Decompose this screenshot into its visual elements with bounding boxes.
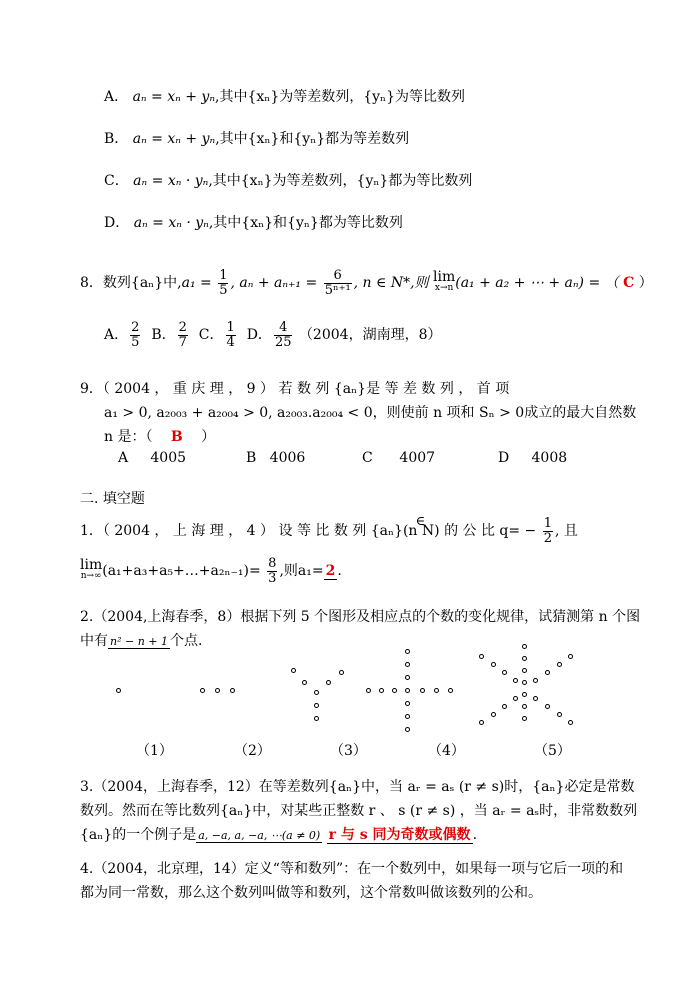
q9-choice-d: D 4008 bbox=[498, 450, 568, 466]
figure-2-dot bbox=[200, 688, 205, 693]
figure-5-dot bbox=[479, 720, 484, 725]
figure-label-2: （2） bbox=[234, 743, 271, 759]
figure-4-dot bbox=[405, 688, 410, 693]
figure-1-dot bbox=[116, 688, 121, 693]
q9-choice-a: A 4005 bbox=[118, 450, 187, 466]
figure-5-dot bbox=[513, 696, 518, 701]
figure-4-dot bbox=[420, 688, 425, 693]
f2-answer: n² − n + 1 bbox=[110, 635, 168, 648]
figure-5-dot bbox=[522, 680, 527, 685]
q8-frac-a1: $\frac{1}{5}$ bbox=[219, 267, 228, 298]
f1-line1: 1．（ 2004 ， 上 海 理 ， 4 ） 设 等 比 数 列 {aₙ}(n ∈ N) 的 公 比 q= − $\frac{1}{2}$ , 且 bbox=[80, 514, 578, 546]
q9-answer: B bbox=[170, 429, 183, 445]
q8-stem: 8．数列{aₙ}中,a₁ = $\frac{1}{5}$ , aₙ + aₙ₊₁ = $\frac{6}{\text{5ⁿ⁺¹}}$ , n ∈ N*,则 lim x→n (a₁ + a₂ + ⋯ + aₙ) = （ C ） bbox=[80, 267, 653, 298]
figure-4-dot bbox=[405, 662, 410, 667]
q9-line2: a₁ > 0, a₂₀₀₃ + a₂₀₀₄ > 0, a₂₀₀₃.a₂₀₀₄ < 0，则使前 n 项和 Sₙ > 0成立的最大自然数 bbox=[104, 405, 637, 421]
f1-line2: lim n→∞ (a₁+a₃+a₅+…+a₂ₙ₋₁)= $\frac{8}{3}$ ,则a₁= 2 . bbox=[80, 555, 342, 586]
q8-frac-sum: $\frac{6}{\text{5ⁿ⁺¹}}$ bbox=[324, 267, 351, 298]
figure-4-dot bbox=[405, 675, 410, 680]
figure-3-dot bbox=[326, 680, 331, 685]
figure-2-dot bbox=[230, 688, 235, 693]
figure-5-dot bbox=[522, 668, 527, 673]
f4-line1: 4.（2004，北京理，14）定义“等和数列”：在一个数列中，如果每一项与它后一项的和 bbox=[80, 861, 624, 877]
figure-4-dot bbox=[366, 688, 371, 693]
figure-3-dot bbox=[314, 690, 319, 695]
figure-5-dot bbox=[557, 712, 562, 717]
figure-5-dot bbox=[533, 696, 538, 701]
figure-5-dot bbox=[502, 704, 507, 709]
figure-4-dot bbox=[392, 688, 397, 693]
figure-4-dot bbox=[434, 688, 439, 693]
q8-answer: C bbox=[623, 275, 635, 291]
figure-5-dot bbox=[522, 704, 527, 709]
figure-5-dot bbox=[557, 662, 562, 667]
figure-3-dot bbox=[314, 716, 319, 721]
q8-choices: A． $\frac{2}{5}$ B． $\frac{2}{7}$ C． $\frac{1}{4}$ D． $\frac{4}{25}$ （2004，湖南理，8） bbox=[104, 319, 442, 350]
figure-5-dot bbox=[545, 670, 550, 675]
figure-5-dot bbox=[513, 678, 518, 683]
figure-label-5: （5） bbox=[534, 743, 571, 759]
figure-label-3: （3） bbox=[330, 743, 367, 759]
f3-answer-example: a, −a, a, −a, ⋯(a ≠ 0) bbox=[198, 829, 321, 842]
figure-label-1: （1） bbox=[136, 743, 173, 759]
f3-answer-condition: r 与 s 同为奇数或偶数 bbox=[328, 827, 471, 843]
figure-5-dot bbox=[491, 662, 496, 667]
q7-option-c: C． aₙ = xₙ · yₙ,其中{xₙ}为等差数列，{yₙ}都为等比数列 bbox=[104, 173, 473, 189]
figure-5-dot bbox=[545, 704, 550, 709]
figure-4-dot bbox=[448, 688, 453, 693]
figure-5-dot bbox=[522, 716, 527, 721]
figure-5-dot bbox=[491, 712, 496, 717]
figure-5-dot bbox=[533, 678, 538, 683]
f2-line2: 中有 n² − n + 1 个点. bbox=[80, 633, 203, 649]
q9-choice-b: B 4006 bbox=[246, 450, 306, 466]
f3-line1: 3.（2004，上海春季，12）在等差数列{aₙ}中，当 aᵣ = aₛ (r ≠ s)时，{aₙ}必定是常数 bbox=[80, 779, 635, 795]
figure-3-dot bbox=[291, 668, 296, 673]
figure-4-dot bbox=[405, 714, 410, 719]
figure-3-dot bbox=[339, 670, 344, 675]
q7-option-d: D． aₙ = xₙ · yₙ,其中{xₙ}和{yₙ}都为等比数列 bbox=[104, 215, 403, 231]
figure-4-dot bbox=[405, 727, 410, 732]
q7-option-b: B． aₙ = xₙ + yₙ,其中{xₙ}和{yₙ}都为等差数列 bbox=[104, 131, 410, 147]
figure-5-dot bbox=[522, 644, 527, 649]
f3-line2: 数列。然而在等比数列{aₙ}中，对某些正整数 r 、 s (r ≠ s) ，当 aᵣ = aₛ时，非常数数列 bbox=[80, 803, 638, 819]
figure-5-dot bbox=[502, 670, 507, 675]
f4-line2: 都为同一常数，那么这个数列叫做等和数列，这个常数叫做该数列的公和。 bbox=[80, 885, 542, 901]
figure-3-dot bbox=[314, 703, 319, 708]
figure-5-dot bbox=[522, 656, 527, 661]
q7-option-a: A． aₙ = xₙ + yₙ,其中{xₙ}为等差数列，{yₙ}为等比数列 bbox=[104, 89, 466, 105]
section-title: 二. 填空题 bbox=[80, 491, 145, 507]
figure-4-dot bbox=[405, 701, 410, 706]
q9-choice-c: C 4007 bbox=[362, 450, 436, 466]
f1-answer: 2 bbox=[325, 563, 336, 579]
q8-limit: lim x→n bbox=[433, 269, 456, 293]
figure-label-4: （4） bbox=[428, 743, 465, 759]
f2-line1: 2.（2004,上海春季，8）根据下列 5 个图形及相应点的个数的变化规律，试猜测第 n 个图 bbox=[80, 609, 641, 625]
figure-4-dot bbox=[405, 649, 410, 654]
figure-5-dot bbox=[522, 692, 527, 697]
figure-5-dot bbox=[479, 654, 484, 659]
figure-2-dot bbox=[215, 688, 220, 693]
f3-line3: {aₙ}的一个例子是 a, −a, a, −a, ⋯(a ≠ 0) r 与 s 同为奇数或偶数 . bbox=[80, 827, 478, 843]
figure-5-dot bbox=[568, 720, 573, 725]
figure-4-dot bbox=[379, 688, 384, 693]
figure-5-dot bbox=[568, 654, 573, 659]
q9-line1: 9．（ 2004 ， 重 庆 理 ， 9 ） 若 数 列 {aₙ}是 等 差 数 列 ， 首 项 bbox=[80, 381, 510, 397]
q9-line3: n 是：（ B ） bbox=[104, 429, 216, 445]
figure-3-dot bbox=[302, 680, 307, 685]
